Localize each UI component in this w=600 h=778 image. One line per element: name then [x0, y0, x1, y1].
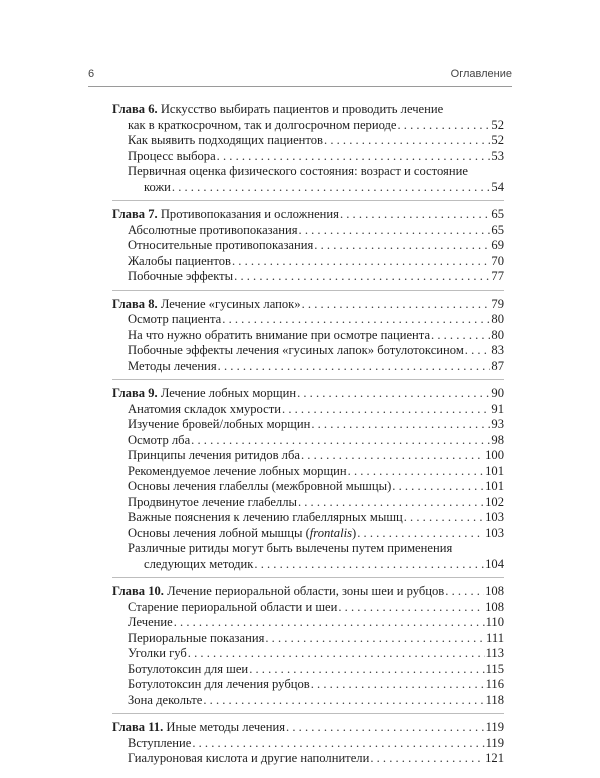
- chapter-number: Глава 9.: [112, 386, 158, 400]
- chapter-title-wrap: [112, 386, 296, 402]
- dot-leader: [282, 402, 490, 418]
- page-ref: 83: [491, 343, 504, 357]
- entry-label-continued: следующих методик: [144, 556, 254, 571]
- chapter-title-continued: как в краткосрочном, так и долгосрочном периоде: [128, 117, 397, 132]
- page-ref: 65: [491, 222, 504, 237]
- toc-entry: [112, 557, 504, 573]
- running-header: [88, 68, 512, 84]
- entry-label: [128, 526, 356, 542]
- entry-label: Старение периоральной области и шеи: [128, 599, 338, 614]
- table-of-contents: [112, 102, 504, 778]
- toc-entry: [112, 133, 504, 149]
- dot-leader: [465, 343, 491, 359]
- page-ref: 98: [491, 432, 504, 447]
- dot-leader: [398, 118, 491, 134]
- dot-leader: [191, 433, 490, 449]
- page-ref: 108: [485, 584, 504, 598]
- toc-entry: [112, 693, 504, 709]
- page-ref: 116: [485, 677, 504, 691]
- page-ref: 54: [491, 179, 504, 194]
- page-ref: 53: [491, 148, 504, 163]
- chapter-title: Лечение периоральной области, зоны шеи и рубцов: [167, 584, 445, 598]
- dot-leader: [404, 510, 484, 526]
- page-ref: 52: [491, 117, 504, 132]
- page-ref: 111: [486, 630, 504, 645]
- chapter-title-wrap: [112, 584, 444, 600]
- chapter-7: [112, 207, 504, 291]
- chapter-heading: [112, 297, 504, 313]
- running-title: Оглавление: [450, 68, 512, 80]
- chapter-heading: [112, 207, 504, 223]
- chapter-number: Глава 11.: [112, 720, 164, 734]
- chapter-heading: [112, 720, 504, 736]
- chapter-6: [112, 102, 504, 201]
- entry-label-part: Основы лечения лобной мышцы (: [128, 525, 310, 540]
- chapter-heading: [112, 102, 504, 118]
- dot-leader: [286, 720, 485, 736]
- dot-leader: [370, 751, 484, 767]
- toc-entry: [112, 600, 504, 616]
- chapter-heading: [112, 584, 504, 600]
- toc-entry: [112, 417, 504, 433]
- entry-label: Процесс выбора: [128, 148, 216, 163]
- toc-entry: [112, 269, 504, 285]
- chapter-title-wrap: [112, 720, 285, 736]
- chapter-number: Глава 8.: [112, 296, 158, 311]
- entry-label: Зона декольте: [128, 692, 203, 707]
- entry-label: На что нужно обратить внимание при осмотре пациента: [128, 327, 431, 342]
- chapter-title: Противопоказания и осложнения: [160, 207, 339, 221]
- entry-label: Изучение бровей/лобных морщин: [128, 417, 311, 431]
- chapter-title: Иные методы лечения: [166, 720, 286, 734]
- dot-leader: [265, 631, 485, 647]
- entry-label: Гиалуроновая кислота и другие наполнители: [128, 751, 370, 765]
- header-rule: [88, 86, 512, 87]
- chapter-10: [112, 584, 504, 714]
- toc-entry: [112, 328, 504, 344]
- dot-leader: [324, 133, 490, 149]
- toc-entry: [112, 402, 504, 418]
- dot-leader: [445, 584, 484, 600]
- chapter-title: Искусство выбирать пациентов и проводить лечение: [160, 102, 444, 116]
- entry-label: Относительные противопоказания: [128, 238, 314, 252]
- entry-label-part: ): [352, 525, 357, 540]
- chapter-number: Глава 10.: [112, 584, 164, 598]
- dot-leader: [338, 600, 484, 616]
- dot-leader: [192, 736, 484, 752]
- entry-label: Периоральные показания: [128, 630, 265, 645]
- page-ref: 103: [485, 525, 504, 540]
- toc-entry: [112, 223, 504, 239]
- toc-entry: [112, 464, 504, 480]
- chapter-title-wrap: [112, 207, 339, 223]
- dot-leader: [357, 526, 484, 542]
- entry-label: Ботулотоксин для шеи: [128, 661, 249, 676]
- toc-entry: [112, 118, 504, 134]
- dot-leader: [311, 677, 485, 693]
- toc-entry: [112, 343, 504, 359]
- dot-leader: [172, 180, 491, 196]
- entry-label: Лечение: [128, 615, 173, 629]
- toc-entry: [112, 359, 504, 375]
- page-ref: 102: [485, 494, 504, 509]
- dot-leader: [340, 207, 490, 223]
- toc-entry: [112, 631, 504, 647]
- dot-leader: [301, 448, 484, 464]
- toc-entry: [112, 448, 504, 464]
- entry-label: Жалобы пациентов: [128, 253, 231, 268]
- entry-label-italic: frontalis: [309, 525, 353, 540]
- entry-label: Как выявить подходящих пациентов: [128, 133, 324, 147]
- page-ref: 91: [491, 401, 504, 416]
- toc-entry: [112, 312, 504, 328]
- entry-label: Основы лечения глабеллы (межбровной мышцы): [128, 479, 392, 493]
- dot-leader: [314, 238, 490, 254]
- dot-leader: [218, 359, 491, 375]
- toc-entry: [112, 180, 504, 196]
- page-ref: 90: [491, 386, 504, 400]
- chapter-8: [112, 297, 504, 381]
- entry-label: Различные ритиды могут быть вылечены путем применения: [128, 541, 453, 555]
- entry-label: Первичная оценка физического состояния: возраст и состояние: [128, 164, 468, 178]
- entry-label: Вступление: [128, 735, 192, 750]
- chapter-11: [112, 720, 504, 772]
- page-ref: 65: [491, 207, 504, 221]
- entry-label: Побочные эффекты лечения «гусиных лапок» ботулотоксином: [128, 343, 464, 357]
- entry-label: Осмотр пациента: [128, 312, 222, 326]
- entry-label: Побочные эффекты: [128, 269, 234, 283]
- page-ref: 93: [491, 417, 504, 431]
- page-ref: 103: [485, 510, 504, 524]
- dot-leader: [348, 464, 484, 480]
- chapter-title: Лечение «гусиных лапок»: [160, 296, 301, 311]
- page-ref: 52: [491, 133, 504, 147]
- toc-entry: [112, 149, 504, 165]
- page-ref: 101: [485, 463, 504, 478]
- entry-label-continued: кожи: [144, 179, 171, 194]
- page-ref: 70: [491, 253, 504, 268]
- page-ref: 118: [485, 692, 504, 707]
- page-number: 6: [88, 68, 95, 80]
- dot-leader: [188, 646, 485, 662]
- dot-leader: [298, 495, 484, 511]
- dot-leader: [254, 557, 484, 573]
- page-ref: 77: [491, 269, 504, 283]
- entry-label: Рекомендуемое лечение лобных морщин: [128, 463, 347, 478]
- page-ref: 79: [491, 296, 504, 311]
- dot-leader: [392, 479, 484, 495]
- page-ref: 104: [485, 556, 504, 571]
- entry-label: Продвинутое лечение глабеллы: [128, 494, 297, 509]
- page-ref: 119: [485, 720, 504, 734]
- entry-label: Уголки губ: [128, 646, 187, 660]
- dot-leader: [234, 269, 490, 285]
- chapter-title-wrap: [112, 297, 301, 313]
- chapter-9: [112, 386, 504, 578]
- dot-leader: [174, 615, 485, 631]
- toc-entry: [112, 479, 504, 495]
- page-ref: 115: [485, 661, 504, 676]
- toc-entry: [112, 662, 504, 678]
- page-ref: 101: [485, 479, 504, 493]
- entry-label: Важные пояснения к лечению глабеллярных мышц: [128, 510, 403, 524]
- dot-leader: [431, 328, 490, 344]
- toc-entry: [112, 736, 504, 752]
- entry-label: Ботулотоксин для лечения рубцов: [128, 677, 310, 691]
- toc-entry: [112, 495, 504, 511]
- toc-entry: [112, 751, 504, 767]
- toc-entry: [112, 238, 504, 254]
- toc-entry: [112, 677, 504, 693]
- page-ref: 119: [485, 735, 504, 750]
- page-ref: 108: [485, 599, 504, 614]
- dot-leader: [302, 297, 491, 313]
- page-ref: 121: [485, 751, 504, 765]
- dot-leader: [222, 312, 490, 328]
- chapter-number: Глава 6.: [112, 102, 158, 116]
- page-ref: 69: [491, 238, 504, 252]
- toc-entry: [112, 510, 504, 526]
- page-ref: 113: [485, 646, 504, 660]
- dot-leader: [297, 386, 490, 402]
- dot-leader: [232, 254, 490, 270]
- page-ref: 80: [491, 327, 504, 342]
- toc-entry: [112, 433, 504, 449]
- chapter-number: Глава 7.: [112, 207, 158, 221]
- toc-entry: [112, 254, 504, 270]
- entry-label: Принципы лечения ритидов лба: [128, 448, 300, 462]
- toc-entry: [112, 526, 504, 542]
- page-ref: 80: [491, 312, 504, 326]
- page-ref: 87: [491, 358, 504, 373]
- toc-entry: [112, 615, 504, 631]
- chapter-heading: [112, 386, 504, 402]
- dot-leader: [217, 149, 491, 165]
- dot-leader: [203, 693, 484, 709]
- dot-leader: [299, 223, 491, 239]
- dot-leader: [249, 662, 484, 678]
- page-ref: 110: [485, 615, 504, 629]
- entry-label: Абсолютные противопоказания: [128, 222, 298, 237]
- chapter-title: Лечение лобных морщин: [160, 386, 297, 400]
- toc-entry: [112, 646, 504, 662]
- page-ref: 100: [485, 448, 504, 462]
- entry-label: Анатомия складок хмурости: [128, 401, 282, 416]
- dot-leader: [311, 417, 490, 433]
- entry-label: Методы лечения: [128, 358, 217, 373]
- entry-label: Осмотр лба: [128, 432, 191, 447]
